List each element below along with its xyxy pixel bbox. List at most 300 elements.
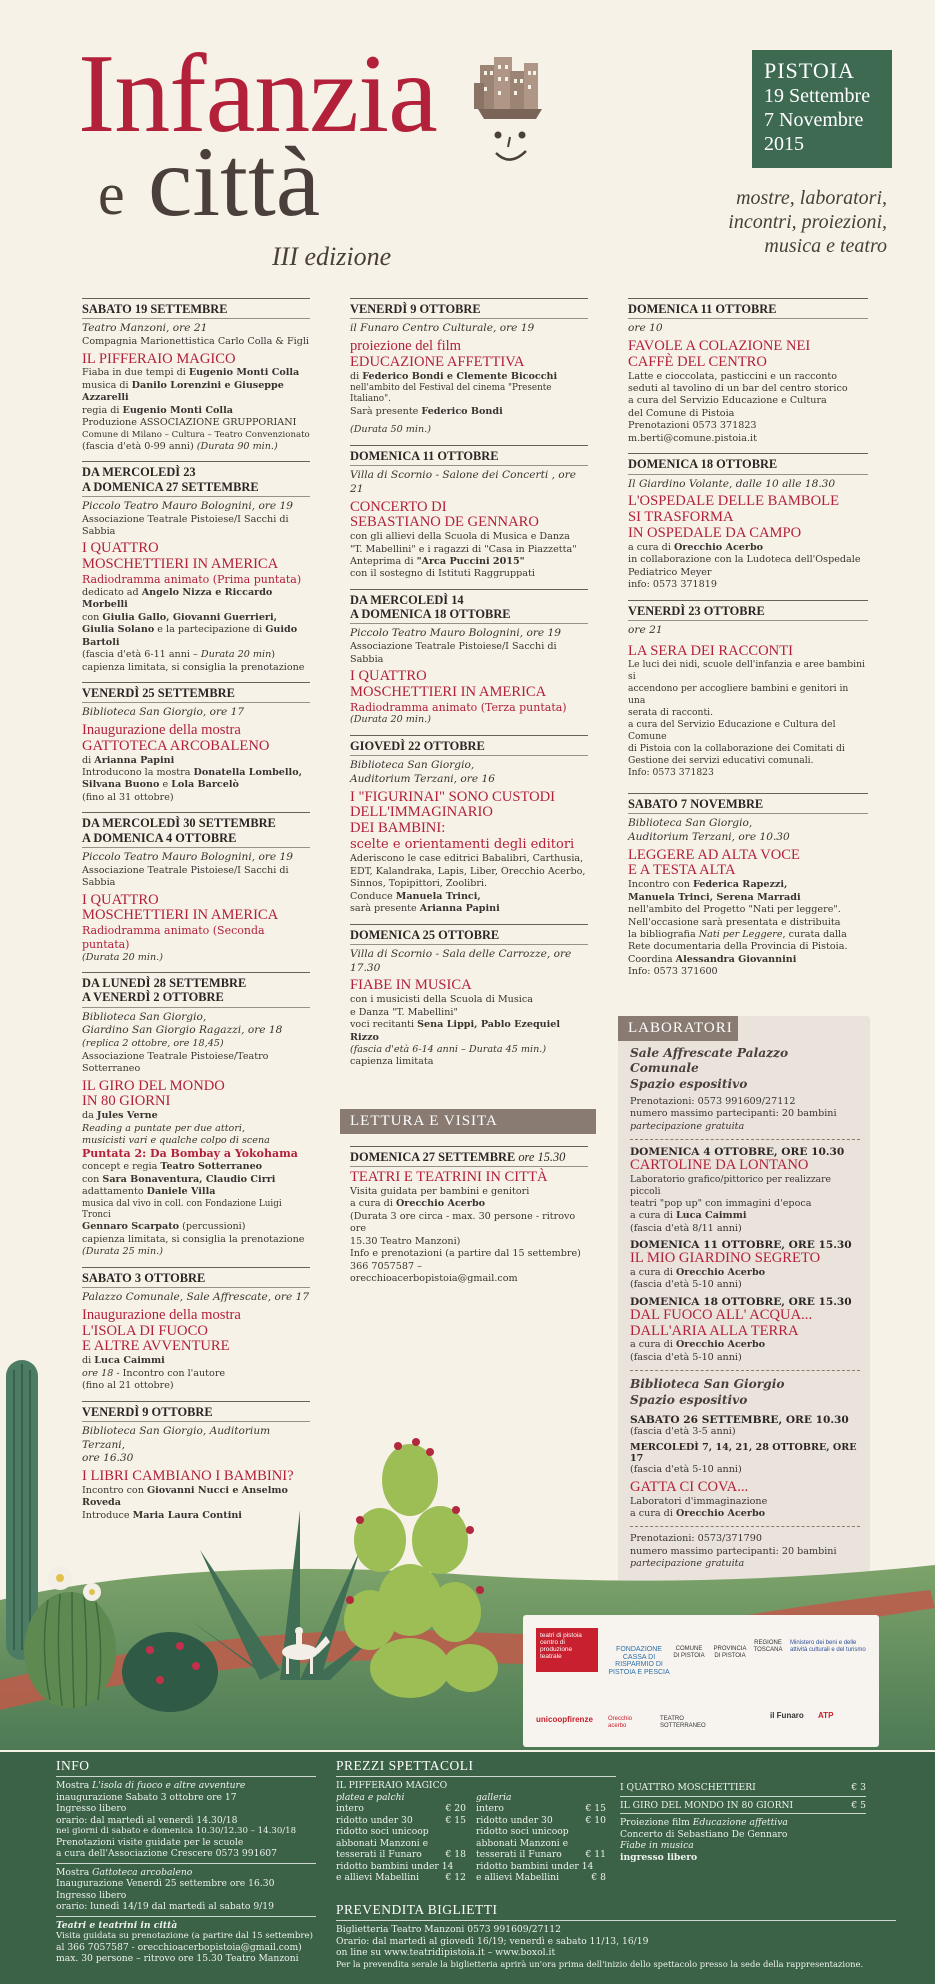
title-line: DELL'IMMAGINARIO	[350, 804, 493, 821]
event-text	[82, 441, 310, 453]
event-text	[82, 1221, 310, 1233]
text: Incontro con	[628, 879, 693, 891]
event-date: SABATO 19 SETTEMBRE	[82, 298, 310, 319]
event-date: DOMENICA 11 OTTOBRE	[350, 445, 588, 466]
event-date: DOMENICA 18 OTTOBRE	[628, 453, 868, 474]
event-text: Associazione Teatrale Pistoiese/I Sacchi di Sabbia	[82, 864, 289, 889]
sponsor-fondazione-logo: FONDAZIONE CASSA DI RISPARMIO DI PISTOIA E PESCIA	[608, 1646, 670, 1677]
event-date	[82, 461, 310, 497]
text: regia di	[82, 404, 123, 416]
price-value: € 12	[445, 1872, 466, 1883]
lab-text: Prenotazioni: 0573/371790	[630, 1533, 762, 1545]
event-location: Biblioteca San Giorgio,	[350, 759, 475, 772]
text: di	[82, 1355, 95, 1367]
price-value: € 11	[585, 1849, 606, 1860]
text-bold: Federico Bondi	[421, 405, 503, 417]
title-line: I QUATTRO	[82, 540, 159, 557]
title-line: I "FIGURINAI" SONO CUSTODI	[350, 788, 556, 805]
event-location: Il Giardino Volante, dalle 10 alle 18.30	[628, 477, 836, 490]
event	[82, 682, 310, 804]
text-italic: Nati per Leggere	[698, 928, 783, 940]
lab-text: partecipazione gratuita	[630, 1120, 745, 1132]
event-text	[628, 879, 868, 891]
event-location: Auditorium Terzani, ore 10.30	[628, 830, 790, 843]
text-italic: ore 18	[82, 1367, 114, 1379]
title-line: MOSCHETTIERI IN AMERICA	[82, 556, 279, 573]
event-text: Info: 0573 371600	[628, 966, 718, 978]
text: Introduce	[82, 1509, 133, 1521]
event-title	[82, 893, 310, 925]
event-text: (Durata 25 min.)	[82, 1246, 163, 1258]
text-bold: Jules Verne	[96, 1110, 158, 1122]
text-italic: L'isola di fuoco e altre avventure	[92, 1780, 246, 1791]
price-value: € 20	[445, 1803, 466, 1814]
sponsor-comune-logo: COMUNE DI PISTOIA	[673, 1646, 705, 1659]
lab-text: Laboratorio grafico/pittorico per realizzare piccoli	[630, 1173, 831, 1197]
place-date-box	[752, 50, 892, 168]
event-text: Visita guidata per bambini e genitori	[350, 1186, 530, 1198]
text-bold: Orecchio Acerbo	[675, 1266, 766, 1278]
event-text	[350, 903, 588, 915]
event-date: VENERDÌ 9 OTTOBRE	[350, 298, 588, 319]
info-heading: INFO	[56, 1758, 90, 1773]
date-line: A DOMENICA 4 OTTOBRE	[82, 830, 237, 845]
price-label: IL GIRO DEL MONDO IN 80 GIORNI	[620, 1799, 794, 1811]
tagline-line: musica e teatro	[764, 235, 887, 257]
lab-date: DOMENICA 18 OTTOBRE, ORE 15.30	[630, 1295, 852, 1308]
text-bold: Giulia Gallo, Giovanni Guerrieri,	[102, 611, 277, 623]
spacer	[476, 1780, 606, 1792]
text-bold: Luca Caimmi	[675, 1210, 747, 1222]
lab-title: GATTA CI COVA...	[630, 1478, 749, 1495]
event-text: info: 0573 371819	[628, 579, 717, 591]
lab-text	[630, 1210, 860, 1222]
event-text: (fino al 31 ottobre)	[82, 791, 174, 803]
info-text: a cura dell'Associazione Crescere 0573 991607	[56, 1848, 277, 1860]
divider	[620, 1796, 866, 1797]
section-band-laboratori: LABORATORI	[618, 1016, 738, 1041]
event-text	[82, 380, 310, 405]
event-title: I LIBRI CAMBIANO I BAMBINI?	[82, 1468, 294, 1485]
text-italic: (Durata 90 min.)	[196, 440, 278, 452]
text-bold: Silvana Buono	[82, 779, 160, 791]
price-label: e allievi Mabellini	[476, 1872, 560, 1883]
sponsor-ministero-logo: Ministero dei beni e delle attività culturali e del turismo	[790, 1640, 866, 1653]
price-label: abbonati Manzoni e	[336, 1837, 429, 1849]
event-text: Comune di Milano – Cultura – Teatro Convenzionato	[82, 429, 310, 440]
event-text: con i musicisti della Scuola di Musica	[350, 994, 533, 1006]
text-bold: Angelo Nizza e Riccardo Morbelli	[82, 586, 273, 611]
text: Anteprima di	[350, 556, 417, 568]
lab-text: (fascia d'età 5-10 anni)	[630, 1279, 742, 1291]
event-text	[628, 954, 868, 966]
footer-info	[56, 1758, 316, 1965]
event-text: (Durata 20 min.)	[350, 714, 431, 726]
event-text: musicisti vari e qualche colpo di scena	[82, 1135, 270, 1147]
info-text: Inaugurazione Venerdì 25 settembre ore 16.30	[56, 1878, 275, 1890]
event-title	[82, 723, 310, 755]
event-location: Auditorium Terzani, ore 16	[350, 772, 495, 785]
price-label: tesserati il Funaro	[476, 1849, 562, 1860]
text: con	[82, 1173, 103, 1185]
lab-location: Spazio espositivo	[630, 1392, 748, 1407]
text-bold: Lola Barcelò	[171, 779, 239, 791]
event-text	[350, 406, 588, 418]
date-line: A DOMENICA 18 OTTOBRE	[350, 607, 511, 622]
column-3	[628, 298, 868, 987]
divider	[336, 1920, 896, 1921]
event-location: Biblioteca San Giorgio, ore 17	[82, 706, 245, 719]
title-line: EDUCAZIONE AFFETTIVA	[350, 353, 525, 370]
event-text	[82, 612, 310, 624]
event-text: Aderiscono le case editrici Babalibri, Carthusia,	[350, 853, 584, 865]
event-date	[350, 589, 588, 625]
title-e: e	[98, 161, 125, 227]
text: , curata dalla	[782, 928, 847, 940]
event-title	[350, 669, 588, 701]
event-location: Biblioteca San Giorgio,	[628, 817, 753, 830]
lab-date: DOMENICA 11 OTTOBRE, ORE 15.30	[630, 1239, 852, 1252]
event-text: Info e prenotazioni (a partire dal 15 settembre)	[350, 1248, 581, 1260]
text-bold: Danilo Lorenzini e Giuseppe Azzarelli	[82, 379, 284, 404]
prezzi-title: IL PIFFERAIO MAGICO	[336, 1780, 448, 1791]
price-label	[620, 1817, 866, 1829]
event-text: Sinnos, Topipittori, Zoolibri.	[350, 878, 488, 890]
event-text: capienza limitata, si consiglia la prenotazione	[82, 661, 305, 673]
event-location: ore 21	[628, 623, 663, 636]
event-title	[350, 339, 588, 371]
text: Proiezione film	[620, 1817, 693, 1828]
prevendita-text: on line su www.teatridipistoia.it – www.boxol.it	[336, 1947, 556, 1958]
sponsor-funaro-logo: il Funaro	[770, 1711, 804, 1720]
event-location: Piccolo Teatro Mauro Bolognini, ore 19	[82, 499, 294, 512]
text-bold: "Arca Puccini 2015"	[416, 556, 525, 568]
lab-text: (fascia d'età 3-5 anni)	[630, 1425, 736, 1437]
info-text	[56, 1867, 316, 1879]
event-location: Giardino San Giorgio Ragazzi, ore 18	[82, 1024, 283, 1037]
price-row	[476, 1815, 606, 1827]
lab-text: (fascia d'età 5-10 anni)	[630, 1464, 742, 1476]
event-title	[82, 541, 310, 573]
text-bold: Alessandra Giovannini	[675, 953, 797, 965]
info-text: orario: dal martedì al venerdì 14.30/18	[56, 1814, 238, 1826]
sponsor-teatri-pistoia-logo: teatri di pistoia centro di produzione teatrale	[536, 1628, 598, 1672]
event-text: (replica 2 ottobre, ore 18,45)	[82, 1038, 224, 1050]
event-text: Latte e cioccolata, pasticcini e un racconto	[628, 370, 838, 382]
event-location: il Funaro Centro Culturale, ore 19	[350, 322, 535, 335]
text-bold: Federica Rapezzi,	[692, 879, 788, 891]
title-infanzia: Infanzia	[78, 32, 437, 156]
event	[82, 812, 310, 964]
lab-text: (fascia d'età 5-10 anni)	[630, 1351, 742, 1363]
text-bold: Sena Lippi, Pablo Ezequiel Rizzo	[350, 1019, 561, 1043]
sponsor-provincia-logo: PROVINCIA DI PISTOIA	[713, 1646, 747, 1659]
price-row	[476, 1872, 606, 1884]
event-title: TEATRI E TEATRINI IN CITTÀ	[350, 1169, 548, 1186]
event-subtitle: Puntata 2: Da Bombay a Yokohama	[82, 1147, 298, 1161]
lab-location: Sale Affrescate Palazzo Comunale	[630, 1046, 789, 1076]
title-line: GATTOTECA ARCOBALENO	[82, 737, 270, 754]
event-text: seduti al tavolino di un bar del centro storico	[628, 383, 848, 394]
lab-title	[630, 1308, 860, 1340]
prevendita-text: Orario: dal martedì al giovedì 16/19; venerdì e sabato 11/13, 16/19	[336, 1935, 649, 1947]
event-text: (Durata 20 min.)	[82, 951, 163, 963]
text-bold: Arianna Papini	[419, 903, 500, 915]
event-title	[628, 494, 868, 541]
event-date: VENERDÌ 25 SETTEMBRE	[82, 682, 310, 703]
text: a cura di	[628, 541, 674, 553]
event-text: Associazione Teatrale Pistoiese/Teatro Sotterraneo	[82, 1050, 269, 1075]
price-value: € 10	[585, 1814, 606, 1826]
prevendita-text: Biglietteria Teatro Manzoni 0573 991609/27112	[336, 1924, 561, 1935]
text-bold: Donatella Lombello,	[193, 767, 302, 778]
column-2	[350, 298, 588, 1077]
event-date: DOMENICA 25 OTTOBRE	[350, 924, 588, 945]
text: (fascia d'età 0-99 anni)	[82, 440, 197, 452]
text-bold: Arianna Papini	[94, 754, 175, 766]
title-line: Inaugurazione della mostra	[82, 722, 241, 739]
event-date	[82, 812, 310, 848]
sponsor-regione-logo: REGIONE TOSCANA	[753, 1640, 783, 1653]
city-face-logo-icon	[470, 55, 550, 175]
lab-title: IL MIO GIARDINO SEGRETO	[630, 1250, 821, 1267]
event-title	[628, 339, 868, 371]
event-location: Piccolo Teatro Mauro Bolognini, ore 19	[82, 850, 294, 863]
info-text: Visita guidata su prenotazione (a partire dal 15 settembre)	[56, 1931, 313, 1942]
tagline-line: mostre, laboratori,	[736, 187, 887, 209]
event	[628, 298, 868, 445]
event-text: e Danza "T. Mabellini"	[350, 1006, 458, 1018]
info-text: Teatri e teatrini in città	[56, 1919, 178, 1931]
title-line: MOSCHETTIERI IN AMERICA	[82, 907, 279, 924]
event-title	[350, 790, 588, 837]
lab-text: numero massimo partecipanti: 20 bambini	[630, 1545, 837, 1557]
lab-text: partecipazione gratuita	[630, 1558, 745, 1570]
event-text: a cura del Servizio Educazione e Cultura	[628, 395, 827, 407]
prezzi-sub: platea e palchi	[336, 1791, 405, 1803]
event-date: SABATO 3 OTTOBRE	[82, 1267, 310, 1288]
text: la bibliografia	[628, 928, 699, 940]
title-line: IL GIRO DEL MONDO	[82, 1077, 225, 1094]
place-city: PISTOIA	[764, 58, 855, 83]
event-text: nell'ambito del Festival del cinema "Presente Italiano".	[350, 383, 552, 405]
title-line: proiezione del film	[350, 338, 462, 355]
info-text: orario: lunedì 14/19 dal martedì al sabato 9/19	[56, 1901, 274, 1913]
divider	[56, 1916, 316, 1917]
text-bold: Maria Laura Contini	[132, 1509, 242, 1521]
event-text: 366 7057587 – orecchioacerbopistoia@gmail.com	[350, 1260, 518, 1285]
event-location: Piccolo Teatro Mauro Bolognini, ore 19	[350, 627, 562, 640]
text: a cura di	[630, 1339, 676, 1351]
divider	[56, 1863, 316, 1864]
event-title	[82, 1308, 310, 1355]
event-location: Palazzo Comunale, Sale Affrescate, ore 17	[82, 1291, 310, 1304]
edition-label: III edizione	[272, 242, 392, 271]
divider	[56, 1776, 316, 1777]
text: di	[82, 754, 95, 766]
event-text: Nell'occasione sarà presentata e distribuita	[628, 916, 841, 928]
title-line: L'OSPEDALE DELLE BAMBOLE	[628, 493, 839, 510]
event-date	[350, 1146, 588, 1167]
event-text	[628, 542, 868, 554]
divider	[336, 1776, 616, 1777]
event	[350, 298, 588, 437]
text: e la partecipazione di	[154, 624, 266, 636]
text: a cura di	[630, 1508, 676, 1519]
event-text: a cura del Servizio Educazione e Cultura del Comune	[628, 719, 836, 742]
event-text: del Comune di Pistoia	[628, 407, 735, 419]
text-italic: Educazione affettiva	[692, 1817, 788, 1828]
text-bold: Guido Bartoli	[82, 624, 298, 648]
event	[82, 461, 310, 674]
event-subtitle: Radiodramma animato (Prima puntata)	[82, 572, 302, 586]
title-line: IN 80 GIORNI	[82, 1093, 171, 1110]
event-text: EDT, Kalandraka, Lapis, Liber, Orecchio Acerbo,	[350, 865, 586, 877]
date-line: A VENERDÌ 2 OTTOBRE	[82, 990, 224, 1005]
event-text	[82, 367, 310, 379]
tagline	[627, 186, 887, 258]
text: (percussioni)	[179, 1221, 246, 1233]
text-bold: Daniele Villa	[146, 1186, 216, 1198]
price-value: € 15	[585, 1803, 606, 1814]
event-text	[628, 929, 868, 941]
info-text: Ingresso libero	[56, 1889, 127, 1901]
event-text	[82, 649, 310, 661]
event-text	[82, 405, 310, 417]
event-title	[82, 1079, 310, 1111]
event-date: VENERDÌ 23 OTTOBRE	[628, 600, 868, 621]
price-label: intero	[336, 1803, 364, 1814]
text: con	[82, 611, 103, 623]
event-text: accendono per accogliere bambini e genitori in una	[628, 683, 849, 707]
place-date-start: 19 Settembre	[764, 85, 871, 108]
text-bold: Orecchio Acerbo	[675, 1339, 766, 1351]
text-bold: Sara Bonaventura, Claudio Cirri	[102, 1173, 276, 1185]
lab-text	[630, 1267, 860, 1279]
date-line: A DOMENICA 27 SETTEMBRE	[82, 479, 259, 494]
column-1	[82, 298, 310, 1530]
event-text	[82, 755, 310, 767]
price-label: ridotto soci unicoop	[476, 1826, 569, 1837]
lab-date: MERCOLEDÌ 7, 14, 21, 28 OTTOBRE, ORE 17	[630, 1442, 857, 1465]
lab-date: DOMENICA 4 OTTOBRE, ORE 10.30	[630, 1146, 845, 1159]
event-text: Associazione Teatrale Pistoiese/I Sacchi di Sabbia	[82, 513, 289, 537]
text-italic: Durata 20 min	[200, 649, 272, 661]
price-row	[476, 1803, 606, 1815]
event-text	[82, 587, 310, 612]
text: concept e regia	[82, 1161, 161, 1173]
event-text	[350, 371, 588, 383]
event-text: (Durata 50 min.)	[350, 424, 431, 436]
event-text	[82, 1174, 310, 1186]
text-bold: Eugenio Monti Colla	[188, 367, 300, 379]
place-year: 2015	[764, 133, 804, 156]
event-title: IL PIFFERAIO MAGICO	[82, 350, 236, 367]
info-text: inaugurazione Sabato 3 ottobre ore 17	[56, 1791, 237, 1803]
title-line: DAL FUOCO ALL' ACQUA...	[630, 1306, 813, 1323]
event-text: nell'ambito del Progetto "Nati per leggere".	[628, 904, 841, 916]
lab-location: Spazio espositivo	[630, 1076, 748, 1091]
event-text	[82, 767, 310, 779]
event	[350, 445, 588, 581]
event-text: capienza limitata	[350, 1056, 434, 1068]
text-bold: Teatro Sotterraneo	[160, 1161, 263, 1173]
price-label: ingresso libero	[620, 1851, 698, 1863]
info-text: nei giorni di sabato e domenica 10.30/12.30 – 14.30/18	[56, 1826, 297, 1836]
event-location: Biblioteca San Giorgio, Auditorium Terzani,	[82, 1424, 271, 1451]
date-line: DA MERCOLEDÌ 30 SETTEMBRE	[82, 816, 276, 831]
event	[350, 924, 588, 1069]
date-line: DA MERCOLEDÌ 14	[350, 592, 464, 607]
text-bold: Orecchio Acerbo	[675, 1508, 766, 1519]
text-bold: Manuela Trinci,	[395, 890, 481, 902]
prezzi-sub: galleria	[476, 1791, 512, 1803]
event	[628, 793, 868, 979]
price-label: ridotto under 30	[336, 1814, 413, 1826]
price-label: ridotto bambini under 14	[476, 1860, 594, 1872]
prevendita-heading: PREVENDITA BIGLIETTI	[336, 1902, 498, 1917]
event-date	[82, 972, 310, 1008]
info-text: Ingresso libero	[56, 1803, 127, 1814]
event-text	[350, 1198, 588, 1210]
event-title	[628, 848, 868, 880]
title-line: CAFFÈ DEL CENTRO	[628, 353, 767, 370]
event-text: Reading a puntate per due attori,	[82, 1122, 246, 1134]
prezzi-galleria	[476, 1780, 606, 1884]
event-date: GIOVEDÌ 22 OTTOBRE	[350, 735, 588, 756]
lab-title: CARTOLINE DA LONTANO	[630, 1157, 809, 1174]
text-bold: Luca Caimmi	[94, 1355, 165, 1367]
title-line: LEGGERE AD ALTA VOCE	[628, 846, 800, 863]
title-line: DALL'ARIA ALLA TERRA	[630, 1322, 799, 1339]
event-text: Produzione ASSOCIAZIONE GRUPPORIANI	[82, 417, 297, 429]
price-row	[620, 1800, 866, 1812]
text: dedicato ad	[82, 586, 142, 598]
text: sarà presente	[350, 903, 420, 915]
sponsor-unicoop-logo: unicoopfirenze	[536, 1715, 593, 1724]
sponsor-teatro-sotterraneo-logo: TEATRO SOTTERRANEO	[660, 1716, 706, 1729]
text-italic: Gattoteca arcobaleno	[92, 1866, 193, 1878]
text: a cura di	[350, 1198, 396, 1210]
event	[350, 589, 588, 727]
title-line: CONCERTO DI	[350, 498, 447, 515]
event-text	[82, 624, 310, 649]
event-title: FIABE IN MUSICA	[350, 977, 472, 994]
text: (fascia d'età 6-11 anni –	[82, 649, 201, 661]
event-text: Le luci dei nidi, scuole dell'infanzia e aree bambini si	[628, 659, 865, 683]
lab-text: (fascia d'età 8/11 anni)	[630, 1222, 742, 1234]
event-subtitle: Radiodramma animato (Seconda puntata)	[82, 924, 265, 951]
event-text: "T. Mabellini" e i ragazzi di "Casa in Piazzetta"	[350, 543, 577, 555]
event-location: Villa di Scornio - Sala delle Carrozze, ore 17.30	[350, 947, 572, 974]
text-bold: Orecchio Acerbo	[395, 1198, 486, 1210]
price-row	[336, 1849, 466, 1861]
date-line: DA MERCOLEDÌ 23	[82, 465, 196, 480]
event-text: capienza limitata, si consiglia la prenotazione	[82, 1233, 305, 1245]
event-text: (fascia d'età 6-14 anni – Durata 45 min.)	[350, 1043, 547, 1055]
price-label: abbonati Manzoni e	[476, 1837, 569, 1849]
event	[628, 453, 868, 591]
event-text	[350, 556, 588, 568]
event-text: con il sostegno di Istituti Raggruppati	[350, 568, 535, 580]
event-subtitle: scelte e orientamenti degli editori	[350, 836, 575, 852]
lab-text: Laboratori d'immaginazione	[630, 1495, 768, 1507]
date-text: DOMENICA 27 SETTEMBRE	[350, 1150, 516, 1164]
text-bold: Giulia Solano	[82, 624, 155, 636]
prezzi-platea	[336, 1780, 466, 1884]
price-row	[336, 1815, 466, 1827]
title-line: FAVOLE A COLAZIONE NEI	[628, 338, 811, 355]
